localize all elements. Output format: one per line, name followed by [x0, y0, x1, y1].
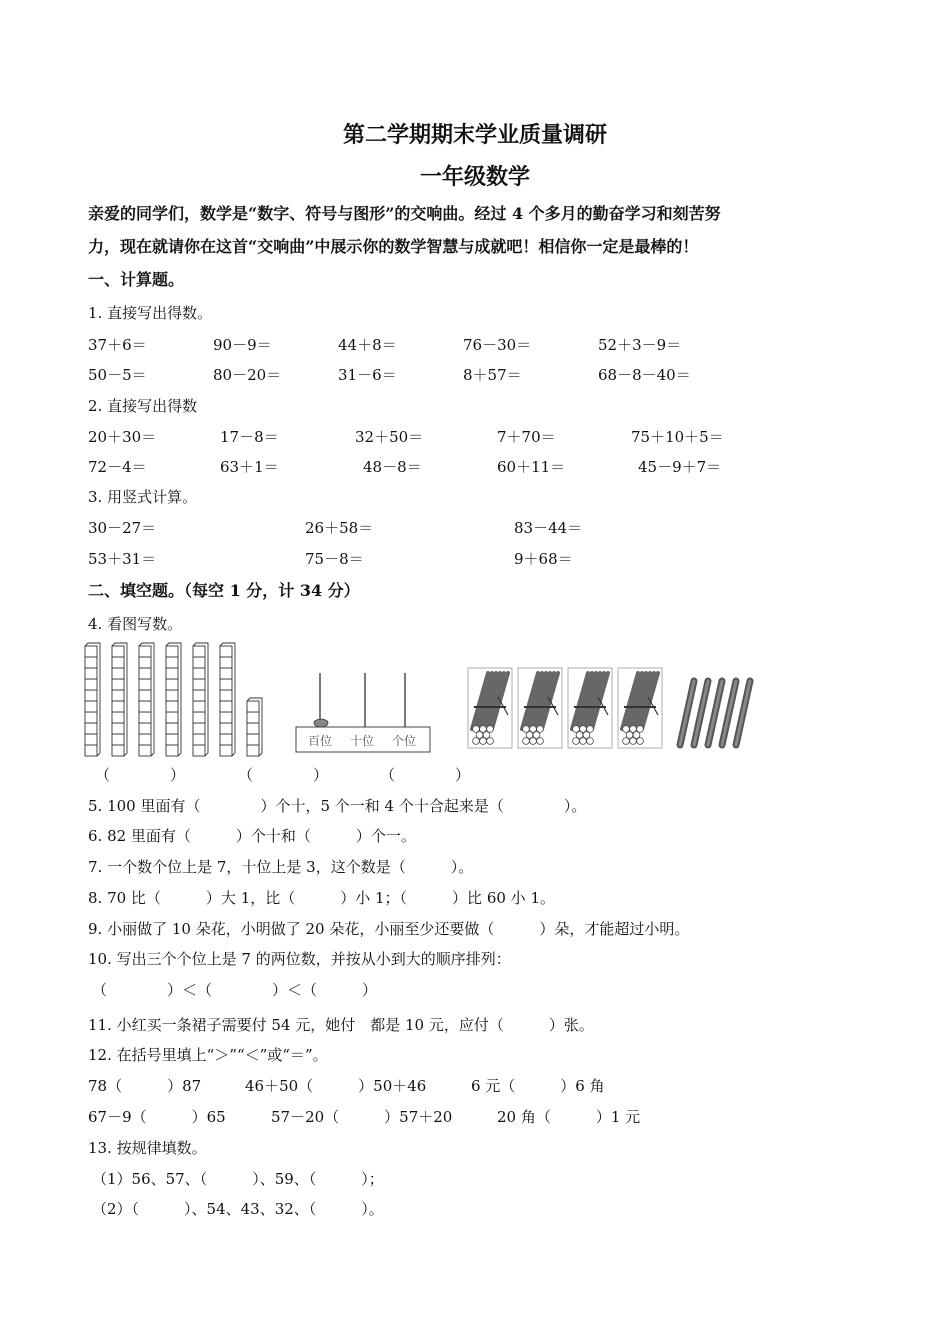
q2-r2-c4: 60＋11＝ [497, 458, 566, 476]
ten-cube [139, 668, 151, 679]
ten-cube [193, 745, 205, 756]
ten-cube [139, 646, 151, 657]
ten-cube [166, 646, 178, 657]
single-stick-highlight [708, 681, 722, 745]
page-subtitle: 一年级数学 [419, 164, 530, 190]
ten-cube [220, 712, 232, 723]
abacus-label-ones: 个位 [392, 734, 417, 748]
q2-r1-c5: 75＋10＋5＝ [631, 428, 724, 446]
q2-r2-c2: 63＋1＝ [220, 458, 279, 476]
ten-cube [220, 734, 232, 745]
abacus-label-tens: 十位 [350, 734, 375, 748]
q1-r2-c1: 50－5＝ [88, 366, 147, 384]
ten-cube [166, 745, 178, 756]
ten-cube [166, 679, 178, 690]
stick-bundles-figure [466, 667, 756, 752]
q2-r1-c3: 32＋50＝ [355, 428, 424, 446]
q1-r1-c5: 52＋3－9＝ [598, 336, 682, 354]
ten-cube [166, 712, 178, 723]
stick-bundle [618, 668, 662, 748]
q3-r2-c2: 75－8＝ [305, 550, 364, 568]
q2-r2-c5: 45－9＋7＝ [638, 458, 722, 476]
ten-cube [112, 745, 124, 756]
ten-cube [193, 723, 205, 734]
ten-cube [193, 657, 205, 668]
q1-r1-c3: 44＋8＝ [338, 336, 397, 354]
ten-cube [220, 690, 232, 701]
q1-r2-c5: 68－8－40＝ [598, 366, 691, 384]
ten-cube [193, 712, 205, 723]
q10-answer[interactable]: （ ）＜（ ）＜（ ） [92, 981, 378, 999]
q1-label: 1. 直接写出得数。 [88, 304, 213, 322]
ten-cube [139, 657, 151, 668]
ten-cube [166, 668, 178, 679]
q3-r1-c3: 83－44＝ [514, 519, 583, 537]
ten-cube [85, 745, 97, 756]
section-2-heading: 二、填空题。（每空 1 分，计 34 分） [88, 581, 360, 600]
ten-cube [193, 690, 205, 701]
ten-cube [139, 723, 151, 734]
ten-cube [112, 679, 124, 690]
ten-cube [85, 690, 97, 701]
abacus-figure [295, 670, 435, 755]
ten-cube [85, 701, 97, 712]
one-cube [247, 701, 259, 712]
ten-cube [220, 745, 232, 756]
q1-r1-c4: 76－30＝ [463, 336, 532, 354]
ten-cube [139, 712, 151, 723]
ten-cube [85, 679, 97, 690]
ten-cube [85, 646, 97, 657]
q12-r2-c1: 67－9（ ）65 [88, 1108, 226, 1126]
section-1-heading: 一、计算题。 [88, 270, 185, 289]
q3-r2-c1: 53＋31＝ [88, 550, 157, 568]
q4-label: 4. 看图写数。 [88, 615, 183, 633]
ten-cube [112, 723, 124, 734]
q13-item-1: （1）56、57、（ ）、59、（ ）； [92, 1170, 384, 1188]
ten-cube [139, 701, 151, 712]
ten-cube [220, 679, 232, 690]
q12-r2-c2: 57－20（ ）57＋20 [271, 1108, 453, 1126]
q3-r2-c3: 9＋68＝ [514, 550, 573, 568]
q6: 6. 82 里面有（ ）个十和（ ）个一。 [88, 827, 416, 845]
q2-label: 2. 直接写出得数 [88, 397, 198, 415]
ten-cube [112, 668, 124, 679]
abacus-label-hundreds: 百位 [308, 734, 333, 748]
q1-r1-c2: 90－9＝ [213, 336, 272, 354]
ten-cube [139, 734, 151, 745]
ten-cube [220, 701, 232, 712]
q1-r2-c2: 80－20＝ [213, 366, 282, 384]
q4-blank-2[interactable]: （ ） [238, 766, 329, 784]
ten-cube [166, 690, 178, 701]
q13-label: 13. 按规律填数。 [88, 1139, 207, 1157]
ten-cube [220, 646, 232, 657]
q2-r1-c4: 7＋70＝ [497, 428, 556, 446]
ten-cube [193, 646, 205, 657]
q12-label: 12. 在括号里填上“＞”“＜”或“＝”。 [88, 1046, 328, 1064]
ten-cube [193, 668, 205, 679]
cube-columns-figure [83, 640, 273, 760]
q12-r1-c1: 78（ ）87 [88, 1077, 202, 1095]
ten-cube [139, 690, 151, 701]
q9: 9. 小丽做了 10 朵花，小明做了 20 朵花，小丽至少还要做（ ）朵，才能超过小明。 [88, 920, 690, 938]
stick-bundle [468, 668, 512, 748]
ten-cube [112, 690, 124, 701]
q11: 11. 小红买一条裙子需要付 54 元，她付 都是 10 元，应付（ ）张。 [88, 1016, 594, 1034]
single-stick-highlight [736, 681, 750, 745]
single-stick-highlight [694, 681, 708, 745]
q2-r1-c2: 17－8＝ [220, 428, 279, 446]
stick-bundle [518, 668, 562, 748]
ten-cube [85, 657, 97, 668]
q12-r1-c2: 46＋50（ ）50＋46 [245, 1077, 427, 1095]
ten-cube [220, 723, 232, 734]
intro-line-2: 力，现在就请你在这首“交响曲”中展示你的数学智慧与成就吧！相信你一定是最棒的！ [88, 237, 699, 256]
ten-cube [112, 646, 124, 657]
q3-r1-c1: 30－27＝ [88, 519, 157, 537]
ten-cube [85, 712, 97, 723]
ten-cube [139, 745, 151, 756]
ten-cube [220, 657, 232, 668]
one-cube [247, 745, 259, 756]
ten-cube [166, 657, 178, 668]
ten-cube [85, 723, 97, 734]
q5: 5. 100 里面有（ ）个十，5 个一和 4 个十合起来是（ ）。 [88, 797, 587, 815]
intro-line-1: 亲爱的同学们，数学是“数字、符号与图形”的交响曲。经过 4 个多月的勤奋学习和刻苦努 [88, 204, 721, 223]
q1-r2-c4: 8＋57＝ [463, 366, 522, 384]
ten-cube [193, 679, 205, 690]
ten-cube [220, 668, 232, 679]
q2-r2-c3: 48－8＝ [363, 458, 422, 476]
q4-blank-3[interactable]: （ ） [380, 766, 471, 784]
ten-cube [193, 734, 205, 745]
one-cube [247, 734, 259, 745]
q12-r2-c3: 20 角（ ）1 元 [497, 1108, 641, 1126]
abacus-bead [314, 719, 328, 727]
single-stick-highlight [680, 681, 694, 745]
ten-cube [166, 701, 178, 712]
q3-r1-c2: 26＋58＝ [305, 519, 374, 537]
page-title: 第二学期期末学业质量调研 [342, 122, 607, 148]
q12-r1-c3: 6 元（ ）6 角 [471, 1077, 605, 1095]
ten-cube [85, 668, 97, 679]
q1-r1-c1: 37＋6＝ [88, 336, 147, 354]
q8: 8. 70 比（ ）大 1，比（ ）小 1；（ ）比 60 小 1。 [88, 889, 555, 907]
q13-item-2: （2）（ ）、54、43、32、（ ）。 [92, 1200, 384, 1218]
ten-cube [139, 679, 151, 690]
one-cube [247, 712, 259, 723]
q4-blank-1[interactable]: （ ） [95, 766, 186, 784]
ten-cube [112, 701, 124, 712]
ten-cube [112, 734, 124, 745]
ten-cube [112, 712, 124, 723]
q10-label: 10. 写出三个个位上是 7 的两位数，并按从小到大的顺序排列： [88, 950, 511, 968]
stick-bundle [568, 668, 612, 748]
single-stick-highlight [722, 681, 736, 745]
ten-cube [166, 734, 178, 745]
q2-r1-c1: 20＋30＝ [88, 428, 157, 446]
q2-r2-c1: 72－4＝ [88, 458, 147, 476]
q3-label: 3. 用竖式计算。 [88, 488, 198, 506]
ten-cube [112, 657, 124, 668]
q7: 7. 一个数个位上是 7，十位上是 3，这个数是（ ）。 [88, 858, 474, 876]
one-cube [247, 723, 259, 734]
ten-cube [193, 701, 205, 712]
ten-cube [85, 734, 97, 745]
ten-cube [166, 723, 178, 734]
q1-r2-c3: 31－6＝ [338, 366, 397, 384]
